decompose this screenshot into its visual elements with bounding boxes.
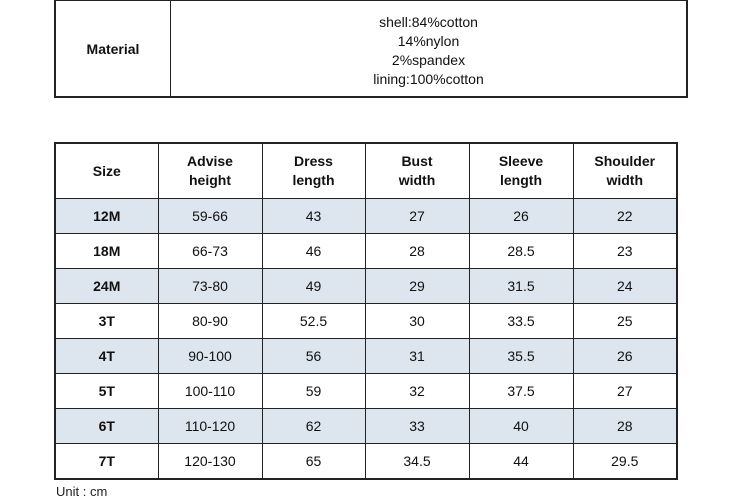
bust-width-cell: 29 [365, 269, 469, 304]
size-cell: 6T [55, 409, 158, 444]
bust-width-cell: 27 [365, 199, 469, 234]
dress-length-cell: 56 [262, 339, 365, 374]
bust-width-cell: 32 [365, 374, 469, 409]
advise-height-cell: 80-90 [158, 304, 262, 339]
advise-height-cell: 100-110 [158, 374, 262, 409]
table-row [55, 374, 677, 409]
size-cell: 3T [55, 304, 158, 339]
header-sleeve-length: Sleeve length [469, 143, 573, 199]
sleeve-length-cell: 33.5 [469, 304, 573, 339]
shoulder-width-cell: 29.5 [573, 444, 677, 480]
shoulder-width-cell: 24 [573, 269, 677, 304]
table-row [55, 304, 677, 339]
bust-width-cell: 33 [365, 409, 469, 444]
material-line: lining:100%cotton [373, 70, 484, 87]
table-row [55, 339, 677, 374]
size-cell: 4T [55, 339, 158, 374]
dress-length-cell: 43 [262, 199, 365, 234]
bust-width-cell: 31 [365, 339, 469, 374]
dress-length-cell: 52.5 [262, 304, 365, 339]
shoulder-width-cell: 28 [573, 409, 677, 444]
table-row [55, 234, 677, 269]
sleeve-length-cell: 28.5 [469, 234, 573, 269]
bust-width-cell: 28 [365, 234, 469, 269]
size-cell: 12M [55, 199, 158, 234]
sleeve-length-cell: 40 [469, 409, 573, 444]
size-cell: 18M [55, 234, 158, 269]
material-line: shell:84%cotton [379, 13, 478, 30]
advise-height-cell: 90-100 [158, 339, 262, 374]
shoulder-width-cell: 22 [573, 199, 677, 234]
sleeve-length-cell: 35.5 [469, 339, 573, 374]
dress-length-cell: 65 [262, 444, 365, 480]
material-line: 2%spandex [391, 51, 466, 68]
shoulder-width-cell: 25 [573, 304, 677, 339]
advise-height-cell: 66-73 [158, 234, 262, 269]
sleeve-length-cell: 44 [469, 444, 573, 480]
sleeve-length-cell: 31.5 [469, 269, 573, 304]
dress-length-cell: 62 [262, 409, 365, 444]
table-row [55, 409, 677, 444]
advise-height-cell: 120-130 [158, 444, 262, 480]
advise-height-cell: 110-120 [158, 409, 262, 444]
advise-height-cell: 73-80 [158, 269, 262, 304]
header-bust-width: Bust width [365, 143, 469, 199]
table-row [55, 444, 677, 480]
header-advise-height: Advise height [158, 143, 262, 199]
sleeve-length-cell: 26 [469, 199, 573, 234]
header-shoulder-width: Shoulder width [573, 143, 677, 199]
material-label: Material [55, 1, 171, 98]
size-cell: 5T [55, 374, 158, 409]
advise-height-cell: 59-66 [158, 199, 262, 234]
header-size: Size [55, 143, 158, 199]
header-dress-length: Dress length [262, 143, 365, 199]
bust-width-cell: 34.5 [365, 444, 469, 480]
size-cell: 7T [55, 444, 158, 480]
material-values [171, 1, 688, 98]
size-cell: 24M [55, 269, 158, 304]
dress-length-cell: 46 [262, 234, 365, 269]
size-table-header-row [55, 143, 677, 199]
dress-length-cell: 49 [262, 269, 365, 304]
sleeve-length-cell: 37.5 [469, 374, 573, 409]
material-row [55, 1, 687, 98]
material-line: 14%nylon [397, 32, 460, 49]
shoulder-width-cell: 23 [573, 234, 677, 269]
dress-length-cell: 59 [262, 374, 365, 409]
table-row [55, 269, 677, 304]
shoulder-width-cell: 26 [573, 339, 677, 374]
bust-width-cell: 30 [365, 304, 469, 339]
shoulder-width-cell: 27 [573, 374, 677, 409]
table-row [55, 199, 677, 234]
size-chart-table [54, 142, 678, 480]
unit-note: Unit : cm [56, 484, 108, 499]
material-table [54, 0, 688, 98]
